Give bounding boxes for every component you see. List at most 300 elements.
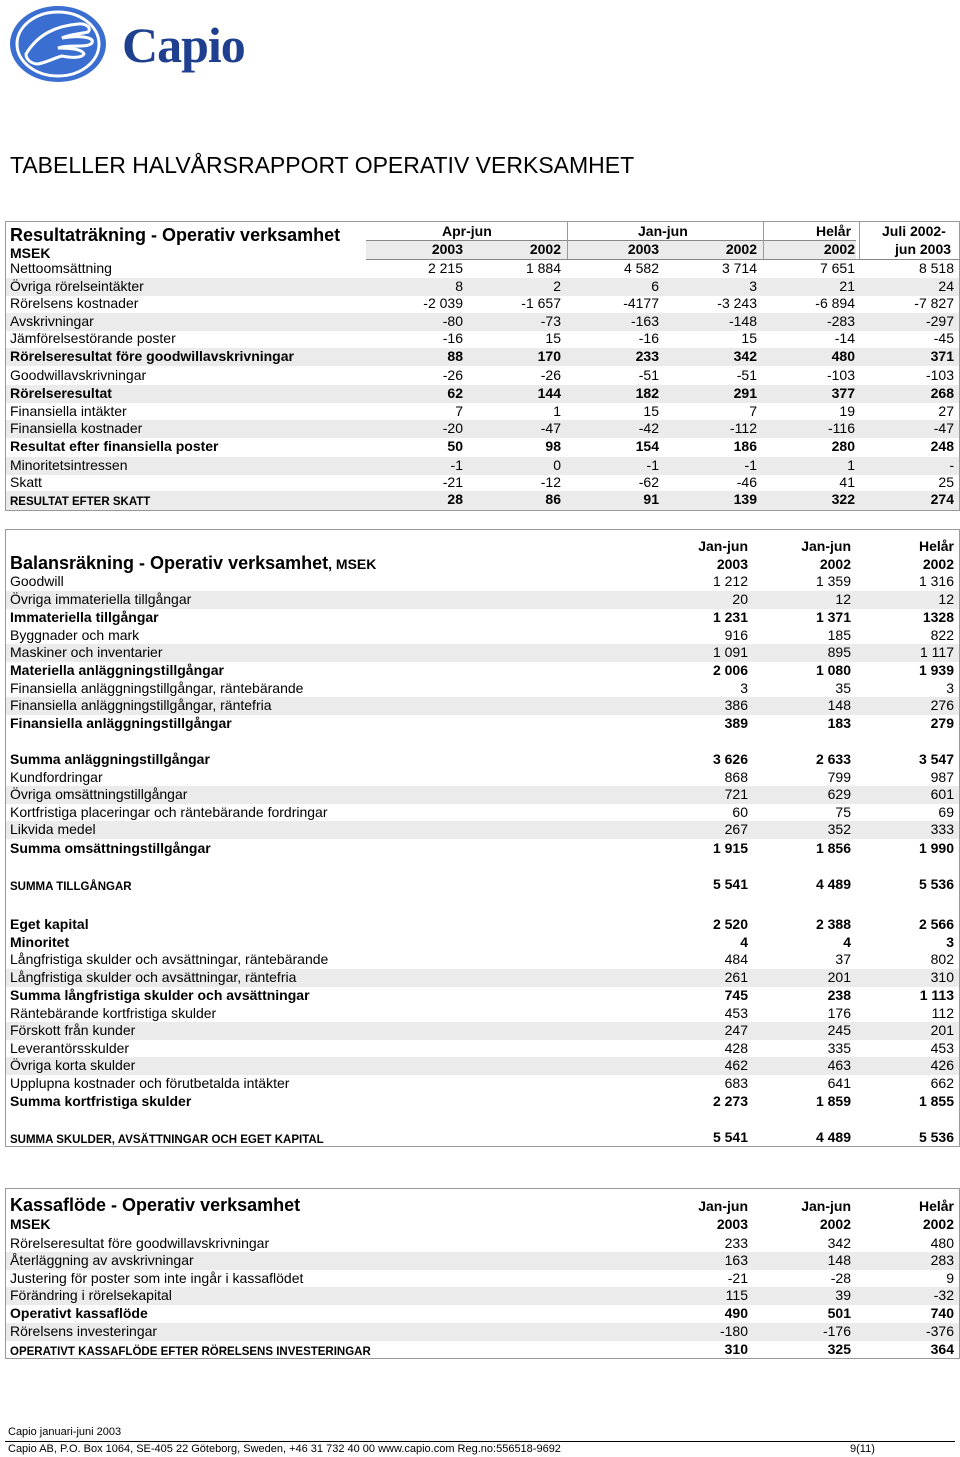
col-header-year-2: 2002 — [819, 556, 851, 572]
value-cell: 3 626 — [712, 751, 748, 767]
value-cell: 12 — [835, 591, 851, 607]
value-cell: 1 113 — [919, 987, 954, 1003]
value-cell: -7 827 — [914, 295, 954, 311]
value-cell: 822 — [930, 627, 954, 643]
value-cell: 5 541 — [712, 876, 748, 892]
value-cell: 1 — [553, 403, 561, 419]
table-row — [6, 969, 959, 987]
income-statement-table — [5, 221, 960, 511]
value-cell: 629 — [827, 786, 851, 802]
value-cell: 75 — [835, 804, 851, 820]
col-header-3: Helår — [918, 1198, 954, 1214]
value-cell: 1 859 — [815, 1093, 851, 1109]
table-row — [6, 420, 959, 438]
value-cell: -47 — [933, 420, 954, 436]
value-cell: 144 — [537, 385, 561, 401]
value-cell: 1 371 — [815, 609, 851, 625]
value-cell: 1 231 — [712, 609, 748, 625]
row-label: Resultat efter finansiella poster — [10, 438, 219, 454]
value-cell: 868 — [724, 769, 748, 785]
table-row — [6, 1252, 959, 1270]
footer-period: Capio januari-juni 2003 — [8, 1426, 122, 1438]
col-header-year-1: 2003 — [716, 556, 748, 572]
value-cell: -283 — [826, 313, 855, 329]
value-cell: 799 — [827, 769, 851, 785]
capio-logo — [8, 4, 248, 86]
value-cell: 802 — [930, 951, 954, 967]
table-row — [6, 1005, 959, 1023]
value-cell: 601 — [930, 786, 954, 802]
value-cell: 233 — [724, 1235, 748, 1251]
footer-page-number: 9(11) — [850, 1443, 875, 1455]
value-cell: 721 — [724, 786, 748, 802]
value-cell: 7 — [749, 403, 757, 419]
value-cell: 25 — [938, 474, 954, 490]
row-label: Leverantörsskulder — [10, 1040, 130, 1056]
row-label: Rörelseresultat före goodwillavskrivningar — [10, 348, 294, 364]
year-col-3: 2003 — [627, 241, 659, 257]
value-cell: 484 — [724, 951, 748, 967]
value-cell: 86 — [545, 491, 561, 507]
value-cell: 2 215 — [427, 260, 463, 276]
col-group-jan-jun: Jan-jun — [638, 223, 688, 239]
row-label: Maskiner och inventarier — [10, 644, 163, 660]
value-cell: 3 — [740, 680, 748, 696]
year-col-5: 2002 — [823, 241, 855, 257]
value-cell: 5 541 — [712, 1129, 748, 1145]
cash-flow-heading: Kassaflöde - Operativ verksamhet — [10, 1195, 301, 1215]
value-cell: 261 — [724, 969, 748, 985]
value-cell: 15 — [643, 403, 659, 419]
table-row — [6, 662, 959, 680]
value-cell: 163 — [724, 1252, 748, 1268]
table-row — [6, 1075, 959, 1093]
table-row — [6, 491, 959, 510]
value-cell: 28 — [447, 491, 463, 507]
value-cell: 377 — [831, 385, 855, 401]
value-cell: -103 — [826, 367, 855, 383]
table-row — [6, 591, 959, 609]
row-label: Upplupna kostnader och förutbetalda intäkter — [10, 1075, 290, 1091]
value-cell: -26 — [442, 367, 463, 383]
value-cell: 2 633 — [815, 751, 851, 767]
value-cell: 280 — [831, 438, 855, 454]
row-label: Övriga immateriella tillgångar — [10, 591, 192, 607]
value-cell: -112 — [730, 420, 757, 436]
value-cell: -103 — [925, 367, 954, 383]
table-row — [6, 438, 959, 456]
value-cell: 6 — [651, 278, 659, 294]
table-row — [6, 840, 959, 858]
value-cell: 480 — [930, 1235, 954, 1251]
table-row — [6, 804, 959, 822]
value-cell: 183 — [827, 715, 851, 731]
row-label: Finansiella intäkter — [10, 403, 127, 419]
value-cell: 112 — [931, 1005, 954, 1021]
value-cell: 2 — [553, 278, 561, 294]
value-cell: -176 — [822, 1323, 851, 1339]
income-statement-heading: Resultaträkning - Operativ verksamhet — [10, 225, 341, 245]
col-header-3: Helår — [918, 538, 954, 554]
table-row — [6, 680, 959, 698]
table-row — [6, 916, 959, 934]
row-label: Goodwillavskrivningar — [10, 367, 147, 383]
row-label: Skatt — [10, 474, 42, 490]
value-cell: 1 884 — [525, 260, 561, 276]
value-cell: 1 316 — [918, 573, 954, 589]
col-group-apr-jun: Apr-jun — [442, 223, 492, 239]
value-cell: 98 — [545, 438, 561, 454]
value-cell: 15 — [545, 330, 561, 346]
income-statement-unit: MSEK — [10, 245, 51, 261]
value-cell: 5 536 — [918, 876, 954, 892]
value-cell: 7 651 — [819, 260, 855, 276]
value-cell: -297 — [925, 313, 954, 329]
row-label: Kundfordringar — [10, 769, 103, 785]
value-cell: 371 — [930, 348, 954, 364]
table-row — [6, 751, 959, 769]
value-cell: -163 — [630, 313, 659, 329]
value-cell: 115 — [725, 1287, 748, 1303]
value-cell: -20 — [442, 420, 463, 436]
value-cell: 8 — [455, 278, 463, 294]
value-cell: -6 894 — [815, 295, 855, 311]
value-cell: -28 — [830, 1270, 851, 1286]
value-cell: 248 — [930, 438, 954, 454]
value-cell: 39 — [835, 1287, 851, 1303]
value-cell: 641 — [827, 1075, 851, 1091]
value-cell: 1 855 — [918, 1093, 954, 1109]
value-cell: -376 — [925, 1323, 954, 1339]
row-label: RESULTAT EFTER SKATT — [10, 496, 151, 508]
table-row — [6, 951, 959, 969]
value-cell: -51 — [736, 367, 757, 383]
value-cell: 501 — [827, 1305, 851, 1321]
value-cell: -2 039 — [423, 295, 463, 311]
year-col-1: 2003 — [431, 241, 463, 257]
value-cell: -80 — [442, 313, 463, 329]
value-cell: 389 — [724, 715, 748, 731]
value-cell: 4 489 — [815, 1129, 851, 1145]
value-cell: 1 080 — [815, 662, 851, 678]
table-row — [6, 821, 959, 839]
value-cell: - — [949, 457, 954, 473]
value-cell: 5 536 — [918, 1129, 954, 1145]
row-label: Justering för poster som inte ingår i kassaflödet — [10, 1270, 304, 1286]
value-cell: 342 — [827, 1235, 851, 1251]
value-cell: 7 — [455, 403, 463, 419]
value-cell: -73 — [540, 313, 561, 329]
table-row — [6, 1129, 959, 1147]
row-label: Minoritet — [10, 934, 70, 950]
row-label: Materiella anläggningstillgångar — [10, 662, 224, 678]
row-label: Rörelsens investeringar — [10, 1323, 158, 1339]
value-cell: 740 — [930, 1305, 954, 1321]
value-cell: -21 — [727, 1270, 748, 1286]
value-cell: 4 582 — [623, 260, 659, 276]
table-row — [6, 313, 959, 331]
value-cell: -26 — [540, 367, 561, 383]
table-row — [6, 769, 959, 787]
row-label: Finansiella kostnader — [10, 420, 143, 436]
row-label: SUMMA SKULDER, AVSÄTTNINGAR OCH EGET KAPITAL — [10, 1134, 324, 1146]
table-row — [6, 348, 959, 366]
table-row — [6, 573, 959, 591]
value-cell: -180 — [719, 1323, 748, 1339]
row-label: Nettoomsättning — [10, 260, 112, 276]
row-label: Återläggning av avskrivningar — [10, 1252, 194, 1268]
value-cell: -1 — [744, 457, 757, 473]
col-header-year-1: 2003 — [716, 1216, 748, 1232]
col-header-1: Jan-jun — [698, 1198, 748, 1214]
row-label: Långfristiga skulder och avsättningar, räntefria — [10, 969, 297, 985]
row-label: Avskrivningar — [10, 313, 94, 329]
value-cell: 2 273 — [712, 1093, 748, 1109]
row-label: Operativt kassaflöde — [10, 1305, 148, 1321]
value-cell: -116 — [828, 420, 855, 436]
value-cell: 88 — [447, 348, 463, 364]
year-col-2: 2002 — [529, 241, 561, 257]
value-cell: -16 — [442, 330, 463, 346]
table-row — [6, 715, 959, 733]
col-group-helar: Helår — [816, 223, 852, 239]
value-cell: 4 — [740, 934, 748, 950]
col-group-rolling-2: jun 2003 — [895, 241, 952, 257]
value-cell: 2 520 — [712, 916, 748, 932]
value-cell: 19 — [839, 403, 855, 419]
value-cell: 182 — [635, 385, 659, 401]
value-cell: -42 — [638, 420, 659, 436]
col-header-2: Jan-jun — [801, 1198, 851, 1214]
value-cell: -4177 — [623, 295, 659, 311]
value-cell: 35 — [835, 680, 851, 696]
footer-address: Capio AB, P.O. Box 1064, SE-405 22 Göteborg, Sweden, +46 31 732 40 00 www.capio.com Reg.no:556518-9692 — [8, 1443, 561, 1455]
logo-wordmark: Capio — [122, 17, 245, 73]
value-cell: 364 — [930, 1341, 954, 1357]
value-cell: 60 — [732, 804, 748, 820]
value-cell: 1 990 — [918, 840, 954, 856]
row-label: Jämförelsestörande poster — [10, 330, 176, 346]
table-row — [6, 1323, 959, 1341]
value-cell: -14 — [834, 330, 855, 346]
table-row — [6, 1305, 959, 1323]
page-title: TABELLER HALVÅRSRAPPORT OPERATIV VERKSAMHET — [10, 152, 635, 178]
value-cell: 987 — [930, 769, 954, 785]
table-row — [6, 260, 959, 278]
value-cell: 333 — [930, 821, 954, 837]
balance-sheet-table — [5, 529, 960, 1147]
value-cell: 386 — [724, 697, 748, 713]
table-row — [6, 627, 959, 645]
row-label: Kortfristiga placeringar och räntebärande fordringar — [10, 804, 328, 820]
table-row — [6, 1270, 959, 1288]
value-cell: 3 714 — [721, 260, 757, 276]
value-cell: 453 — [724, 1005, 748, 1021]
col-header-year-3: 2002 — [922, 1216, 954, 1232]
row-label: Rörelsens kostnader — [10, 295, 139, 311]
table-row — [6, 1287, 959, 1305]
value-cell: 24 — [938, 278, 954, 294]
value-cell: 3 — [749, 278, 757, 294]
value-cell: -62 — [638, 474, 659, 490]
value-cell: 245 — [827, 1022, 851, 1038]
value-cell: 4 — [843, 934, 851, 950]
value-cell: 185 — [827, 627, 851, 643]
value-cell: 426 — [930, 1057, 954, 1073]
value-cell: 233 — [635, 348, 659, 364]
value-cell: -1 — [646, 457, 659, 473]
value-cell: 310 — [930, 969, 954, 985]
row-label: Summa långfristiga skulder och avsättningar — [10, 987, 310, 1003]
row-label: Förskott från kunder — [10, 1022, 136, 1038]
table-row — [6, 474, 959, 492]
table-row — [6, 278, 959, 296]
value-cell: 342 — [733, 348, 757, 364]
value-cell: 428 — [724, 1040, 748, 1056]
value-cell: 745 — [724, 987, 748, 1003]
row-label: Summa omsättningstillgångar — [10, 840, 211, 856]
table-row — [6, 1022, 959, 1040]
value-cell: 335 — [827, 1040, 851, 1056]
value-cell: 895 — [827, 644, 851, 660]
capio-hand-icon — [8, 4, 108, 84]
row-label: Långfristiga skulder och avsättningar, räntebärande — [10, 951, 329, 967]
value-cell: 268 — [930, 385, 954, 401]
value-cell: 3 — [946, 934, 954, 950]
value-cell: 148 — [827, 1252, 851, 1268]
row-label: Eget kapital — [10, 916, 89, 932]
value-cell: -12 — [540, 474, 561, 490]
value-cell: -47 — [540, 420, 561, 436]
value-cell: 310 — [724, 1341, 748, 1357]
row-label: Goodwill — [10, 573, 64, 589]
value-cell: 276 — [930, 697, 954, 713]
table-row — [6, 1235, 959, 1253]
balance-heading-unit: , MSEK — [328, 556, 377, 572]
value-cell: 279 — [930, 715, 954, 731]
value-cell: 201 — [930, 1022, 954, 1038]
value-cell: 148 — [827, 697, 851, 713]
table-row — [6, 1093, 959, 1111]
value-cell: 916 — [724, 627, 748, 643]
value-cell: -45 — [933, 330, 954, 346]
table-row — [6, 1341, 959, 1359]
row-label: Summa kortfristiga skulder — [10, 1093, 192, 1109]
value-cell: 2 388 — [815, 916, 851, 932]
table-row — [6, 330, 959, 348]
table-row — [6, 1057, 959, 1075]
value-cell: 62 — [447, 385, 463, 401]
value-cell: 238 — [827, 987, 851, 1003]
table-row — [6, 295, 959, 313]
value-cell: -21 — [442, 474, 463, 490]
table-row — [6, 644, 959, 662]
table-row — [6, 987, 959, 1005]
value-cell: 1 915 — [712, 840, 748, 856]
table-row — [6, 385, 959, 403]
value-cell: 662 — [930, 1075, 954, 1091]
col-header-2: Jan-jun — [801, 538, 851, 554]
value-cell: 1 939 — [918, 662, 954, 678]
value-cell: -46 — [736, 474, 757, 490]
year-col-4: 2002 — [725, 241, 757, 257]
row-label: Minoritetsintressen — [10, 457, 128, 473]
row-label: Immateriella tillgångar — [10, 609, 159, 625]
col-group-rolling: Juli 2002- — [882, 223, 946, 239]
value-cell: 176 — [827, 1005, 851, 1021]
value-cell: 480 — [831, 348, 855, 364]
row-label: Övriga omsättningstillgångar — [10, 786, 188, 802]
value-cell: 1 — [847, 457, 855, 473]
value-cell: 69 — [938, 804, 954, 820]
value-cell: 683 — [724, 1075, 748, 1091]
row-label: Finansiella anläggningstillgångar, räntebärande — [10, 680, 304, 696]
table-row — [6, 786, 959, 804]
col-header-year-3: 2002 — [922, 556, 954, 572]
value-cell: 0 — [553, 457, 561, 473]
value-cell: -1 — [450, 457, 463, 473]
value-cell: 12 — [938, 591, 954, 607]
row-label: Rörelseresultat före goodwillavskrivningar — [10, 1235, 270, 1251]
col-header-1: Jan-jun — [698, 538, 748, 554]
row-label: OPERATIVT KASSAFLÖDE EFTER RÖRELSENS INVESTERINGAR — [10, 1346, 371, 1358]
cash-flow-unit: MSEK — [10, 1216, 51, 1232]
row-label: Övriga korta skulder — [10, 1057, 136, 1073]
value-cell: 1 117 — [920, 644, 954, 660]
value-cell: 9 — [946, 1270, 954, 1286]
table-row — [6, 403, 959, 421]
row-label: Likvida medel — [10, 821, 96, 837]
value-cell: 4 489 — [815, 876, 851, 892]
value-cell: 1 856 — [815, 840, 851, 856]
col-header-year-2: 2002 — [819, 1216, 851, 1232]
value-cell: 463 — [827, 1057, 851, 1073]
table-row — [6, 367, 959, 385]
value-cell: 21 — [839, 278, 855, 294]
value-cell: 2 006 — [712, 662, 748, 678]
row-label: Finansiella anläggningstillgångar — [10, 715, 232, 731]
row-label: Övriga rörelseintäkter — [10, 278, 144, 294]
value-cell: -16 — [638, 330, 659, 346]
value-cell: 139 — [733, 491, 757, 507]
value-cell: 322 — [831, 491, 855, 507]
value-cell: 154 — [635, 438, 659, 454]
row-label: Räntebärande kortfristiga skulder — [10, 1005, 217, 1021]
row-label: Byggnader och mark — [10, 627, 140, 643]
value-cell: 41 — [839, 474, 855, 490]
row-label: Summa anläggningstillgångar — [10, 751, 210, 767]
value-cell: -32 — [933, 1287, 954, 1303]
value-cell: 1 359 — [815, 573, 851, 589]
value-cell: -3 243 — [717, 295, 757, 311]
value-cell: 1 212 — [712, 573, 748, 589]
value-cell: 15 — [741, 330, 757, 346]
value-cell: -148 — [728, 313, 757, 329]
value-cell: 352 — [827, 821, 851, 837]
value-cell: 267 — [724, 821, 748, 837]
table-row — [6, 876, 959, 894]
balance-heading-text: Balansräkning - Operativ verksamhet — [10, 553, 329, 573]
value-cell: 462 — [724, 1057, 748, 1073]
row-label: Förändring i rörelsekapital — [10, 1287, 172, 1303]
value-cell: 1328 — [922, 609, 954, 625]
value-cell: 3 547 — [918, 751, 954, 767]
value-cell: 490 — [724, 1305, 748, 1321]
table-row — [6, 697, 959, 715]
value-cell: 8 518 — [918, 260, 954, 276]
value-cell: -1 657 — [521, 295, 561, 311]
table-row — [6, 1040, 959, 1058]
